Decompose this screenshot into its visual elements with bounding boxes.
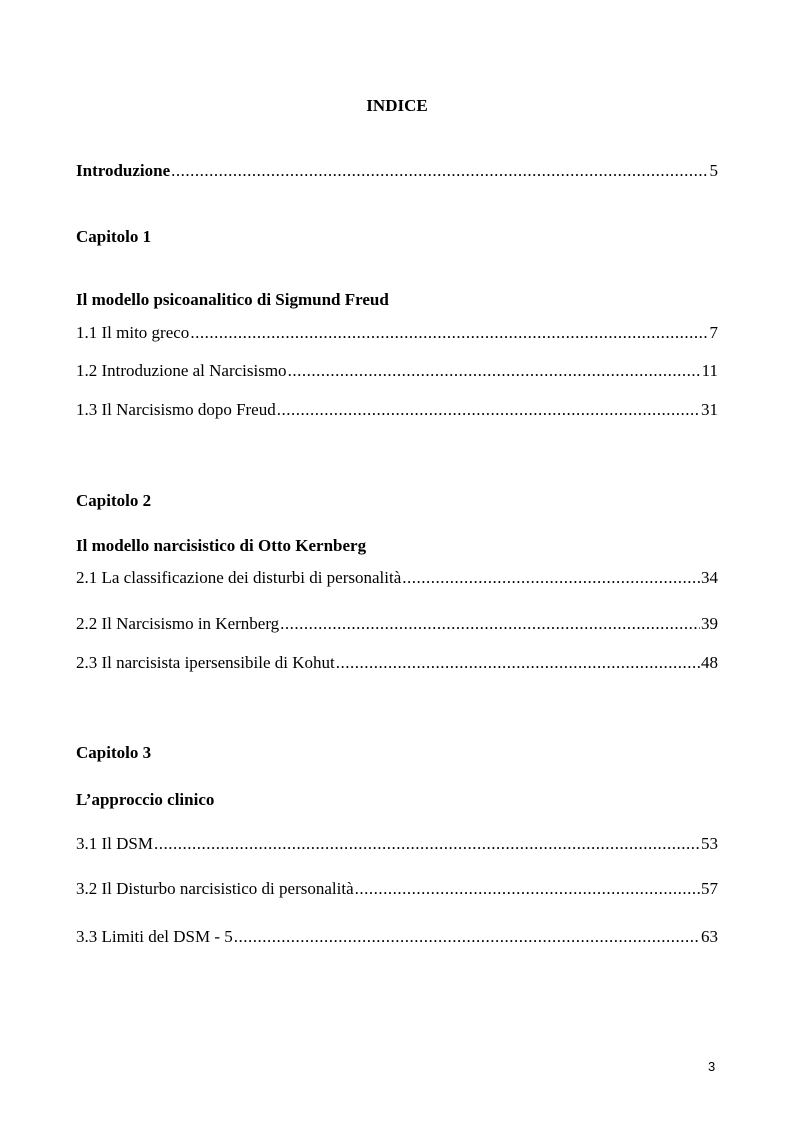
toc-entry-page: 63 bbox=[701, 927, 718, 946]
dot-leader bbox=[190, 322, 708, 344]
dot-leader bbox=[277, 399, 700, 421]
chapter-label: Capitolo 3 bbox=[76, 743, 152, 762]
toc-entry[interactable] bbox=[76, 399, 718, 421]
toc-entry-label: 3.2 Il Disturbo narcisistico di personalità bbox=[76, 879, 354, 898]
toc-entry[interactable] bbox=[76, 322, 718, 344]
toc-entry-label: 2.2 Il Narcisismo in Kernberg bbox=[76, 614, 280, 633]
toc-entry-label: 3.1 Il DSM bbox=[76, 834, 153, 853]
toc-entry[interactable] bbox=[76, 652, 718, 674]
dot-leader bbox=[280, 613, 700, 635]
toc-entry-page: 53 bbox=[701, 834, 718, 853]
toc-entry-label: 2.1 La classificazione dei disturbi di personalità bbox=[76, 568, 402, 587]
toc-entry-page: 48 bbox=[701, 653, 718, 672]
toc-entry-label: Introduzione bbox=[76, 161, 171, 180]
toc-entry-page: 39 bbox=[701, 614, 718, 633]
chapter-label: Capitolo 2 bbox=[76, 491, 152, 510]
toc-entry[interactable] bbox=[76, 878, 718, 900]
toc-entry[interactable] bbox=[76, 360, 718, 382]
dot-leader bbox=[171, 160, 708, 182]
toc-entry-label: 3.3 Limiti del DSM - 5 bbox=[76, 927, 233, 946]
toc-entry[interactable] bbox=[76, 567, 718, 589]
dot-leader bbox=[234, 926, 700, 948]
dot-leader bbox=[154, 833, 700, 855]
chapter-title: Il modello narcisistico di Otto Kernberg bbox=[76, 536, 367, 555]
toc-entry-label: 1.1 Il mito greco bbox=[76, 323, 190, 342]
toc-entry-label: 1.3 Il Narcisismo dopo Freud bbox=[76, 400, 276, 419]
toc-entry-introduzione[interactable] bbox=[76, 160, 718, 182]
page-number: 3 bbox=[708, 1059, 716, 1074]
toc-entry[interactable] bbox=[76, 926, 718, 948]
dot-leader bbox=[402, 567, 700, 589]
page-title: INDICE bbox=[366, 96, 428, 115]
chapter-label: Capitolo 1 bbox=[76, 227, 152, 246]
toc-entry-page: 11 bbox=[701, 361, 718, 380]
toc-entry-page: 34 bbox=[701, 568, 718, 587]
toc-entry[interactable] bbox=[76, 613, 718, 635]
toc-entry-page: 31 bbox=[701, 400, 718, 419]
toc-entry-label: 2.3 Il narcisista ipersensibile di Kohut bbox=[76, 653, 335, 672]
dot-leader bbox=[336, 652, 700, 674]
toc-entry-page: 57 bbox=[701, 879, 718, 898]
chapter-title: Il modello psicoanalitico di Sigmund Freud bbox=[76, 290, 389, 309]
chapter-title: L’approccio clinico bbox=[76, 790, 215, 809]
toc-entry-page: 7 bbox=[709, 323, 718, 342]
toc-entry-label: 1.2 Introduzione al Narcisismo bbox=[76, 361, 287, 380]
toc-entry-page: 5 bbox=[709, 161, 718, 180]
dot-leader bbox=[355, 878, 700, 900]
toc-entry[interactable] bbox=[76, 833, 718, 855]
dot-leader bbox=[288, 360, 701, 382]
